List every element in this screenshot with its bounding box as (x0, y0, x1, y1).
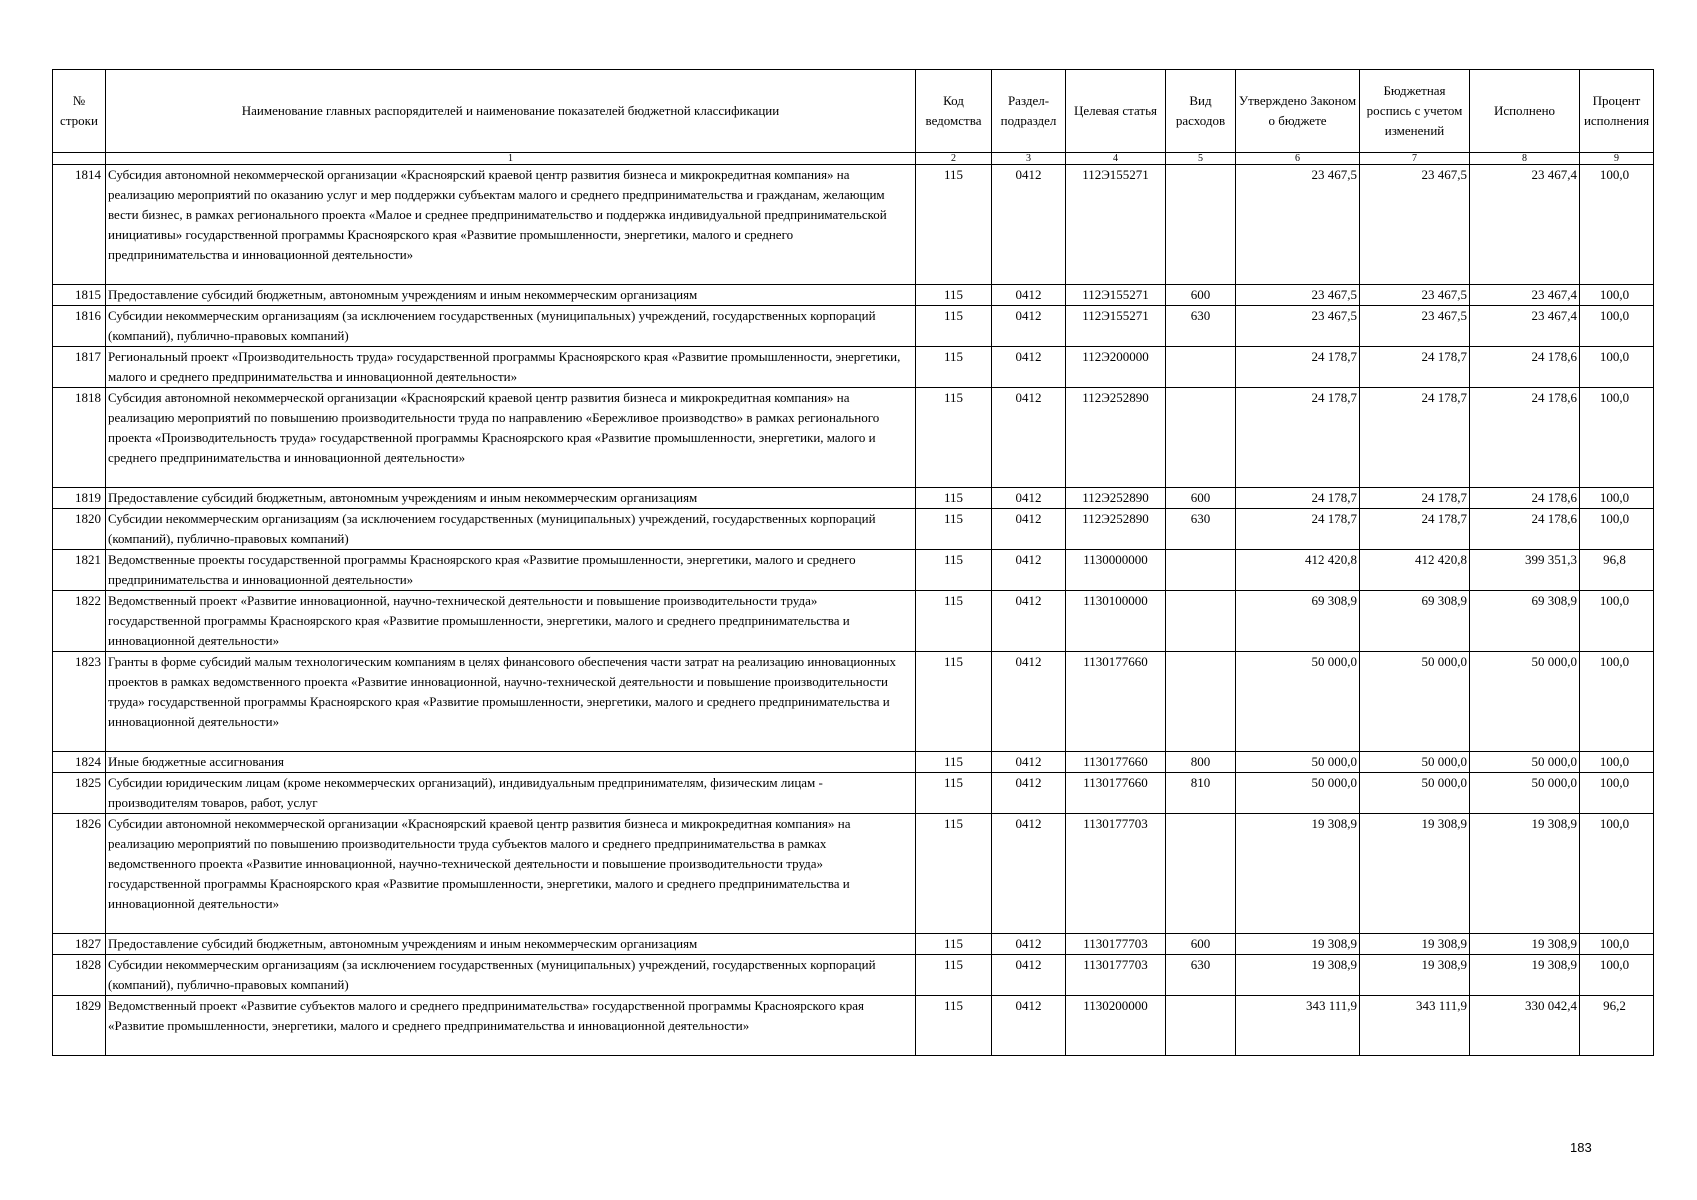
row-name: Субсидии некоммерческим организациям (за исключением государственных (муниципальных) учреждений, государственных корпораций (компаний), публично-правовых компаний) (106, 955, 916, 996)
percent-cell: 100,0 (1580, 652, 1654, 752)
target-article-cell: 1130177703 (1066, 814, 1166, 934)
row-name: Предоставление субсидий бюджетным, автономным учреждениям и иным некоммерческим организациям (106, 488, 916, 509)
row-number: 1825 (53, 773, 106, 814)
percent-cell: 100,0 (1580, 165, 1654, 285)
header-approved: Утверждено Законом о бюджете (1236, 70, 1360, 153)
header-row-no: № строки (53, 70, 106, 153)
row-name: Иные бюджетные ассигнования (106, 752, 916, 773)
executed-amount-cell: 23 467,4 (1470, 285, 1580, 306)
budget-plan-amount-cell: 23 467,5 (1360, 285, 1470, 306)
row-number: 1827 (53, 934, 106, 955)
dept-code-cell: 115 (916, 509, 992, 550)
approved-amount-cell: 343 111,9 (1236, 996, 1360, 1056)
row-number: 1828 (53, 955, 106, 996)
row-name: Субсидии юридическим лицам (кроме некоммерческих организаций), индивидуальным предпринимателям, физическим лицам - производителям товаров, работ, услуг (106, 773, 916, 814)
budget-plan-amount-cell: 69 308,9 (1360, 591, 1470, 652)
approved-amount-cell: 50 000,0 (1236, 752, 1360, 773)
dept-code-cell: 115 (916, 814, 992, 934)
header-target: Целевая статья (1066, 70, 1166, 153)
budget-plan-amount-cell: 24 178,7 (1360, 488, 1470, 509)
section-cell: 0412 (992, 347, 1066, 388)
executed-amount-cell: 19 308,9 (1470, 955, 1580, 996)
table-row (53, 773, 1654, 814)
percent-cell: 96,8 (1580, 550, 1654, 591)
column-number: 3 (992, 153, 1066, 165)
budget-plan-amount-cell: 19 308,9 (1360, 955, 1470, 996)
section-cell: 0412 (992, 306, 1066, 347)
expense-type-cell: 810 (1166, 773, 1236, 814)
executed-amount-cell: 69 308,9 (1470, 591, 1580, 652)
row-name: Предоставление субсидий бюджетным, автономным учреждениям и иным некоммерческим организациям (106, 285, 916, 306)
dept-code-cell: 115 (916, 388, 992, 488)
expense-type-cell: 600 (1166, 285, 1236, 306)
budget-plan-amount-cell: 412 420,8 (1360, 550, 1470, 591)
column-number (53, 153, 106, 165)
row-name: Региональный проект «Производительность труда» государственной программы Красноярского края «Развитие промышленности, энергетики, малого и среднего предпринимательства и инновационной деятельности» (106, 347, 916, 388)
percent-cell: 100,0 (1580, 934, 1654, 955)
executed-amount-cell: 23 467,4 (1470, 165, 1580, 285)
executed-amount-cell: 23 467,4 (1470, 306, 1580, 347)
row-number: 1822 (53, 591, 106, 652)
column-number: 4 (1066, 153, 1166, 165)
row-name: Ведомственный проект «Развитие инновационной, научно-технической деятельности и повышение производительности труда» государственной программы Красноярского края «Развитие промышленности, энергетики, малого и среднего предпринимательства и инновационной деятельности» (106, 591, 916, 652)
section-cell: 0412 (992, 773, 1066, 814)
header-budget-plan: Бюджетная роспись с учетом изменений (1360, 70, 1470, 153)
budget-plan-amount-cell: 19 308,9 (1360, 814, 1470, 934)
executed-amount-cell: 24 178,6 (1470, 347, 1580, 388)
expense-type-cell (1166, 996, 1236, 1056)
target-article-cell: 1130200000 (1066, 996, 1166, 1056)
dept-code-cell: 115 (916, 550, 992, 591)
executed-amount-cell: 50 000,0 (1470, 752, 1580, 773)
section-cell: 0412 (992, 165, 1066, 285)
row-name: Гранты в форме субсидий малым технологическим компаниям в целях финансового обеспечения части затрат на реализацию инновационных проектов в рамках ведомственного проекта «Развитие инновационной, научно-технической деятельности и повышение производительности труда» государственной программы Красноярского края «Развитие промышленности, энергетики, малого и среднего предпринимательства и инновационной деятельности» (106, 652, 916, 752)
budget-plan-amount-cell: 23 467,5 (1360, 165, 1470, 285)
dept-code-cell: 115 (916, 347, 992, 388)
executed-amount-cell: 24 178,6 (1470, 509, 1580, 550)
budget-plan-amount-cell: 50 000,0 (1360, 752, 1470, 773)
target-article-cell: 112Э155271 (1066, 165, 1166, 285)
column-number: 9 (1580, 153, 1654, 165)
expense-type-cell: 600 (1166, 488, 1236, 509)
target-article-cell: 1130177660 (1066, 773, 1166, 814)
expense-type-cell (1166, 165, 1236, 285)
budget-table (52, 69, 1654, 1056)
row-name: Субсидия автономной некоммерческой организации «Красноярский краевой центр развития бизнеса и микрокредитная компания» на реализацию мероприятий по оказанию услуг и мер поддержки субъектам малого и среднего предпринимательства и гражданам, желающим вести бизнес, в рамках регионального проекта «Малое и среднее предпринимательство и поддержка индивидуальной предпринимательской инициативы» государственной программы Красноярского края «Развитие промышленности, энергетики, малого и среднего предпринимательства и инновационной деятельности» (106, 165, 916, 285)
approved-amount-cell: 50 000,0 (1236, 773, 1360, 814)
section-cell: 0412 (992, 388, 1066, 488)
approved-amount-cell: 23 467,5 (1236, 285, 1360, 306)
table-row (53, 488, 1654, 509)
executed-amount-cell: 50 000,0 (1470, 652, 1580, 752)
header-section: Раздел-подраздел (992, 70, 1066, 153)
percent-cell: 100,0 (1580, 752, 1654, 773)
row-number: 1815 (53, 285, 106, 306)
budget-plan-amount-cell: 24 178,7 (1360, 347, 1470, 388)
dept-code-cell: 115 (916, 488, 992, 509)
percent-cell: 100,0 (1580, 388, 1654, 488)
column-number: 1 (106, 153, 916, 165)
row-name: Субсидия автономной некоммерческой организации «Красноярский краевой центр развития бизнеса и микрокредитная компания» на реализацию мероприятий по повышению производительности труда по направлению «Бережливое производство» в рамках регионального проекта «Производительность труда» государственной программы Красноярского края «Развитие промышленности, энергетики, малого и среднего предпринимательства и инновационной деятельности» (106, 388, 916, 488)
approved-amount-cell: 50 000,0 (1236, 652, 1360, 752)
percent-cell: 100,0 (1580, 488, 1654, 509)
target-article-cell: 1130000000 (1066, 550, 1166, 591)
budget-plan-amount-cell: 50 000,0 (1360, 652, 1470, 752)
expense-type-cell (1166, 591, 1236, 652)
target-article-cell: 1130177660 (1066, 752, 1166, 773)
executed-amount-cell: 24 178,6 (1470, 388, 1580, 488)
approved-amount-cell: 19 308,9 (1236, 955, 1360, 996)
row-number: 1817 (53, 347, 106, 388)
row-number: 1820 (53, 509, 106, 550)
row-number: 1826 (53, 814, 106, 934)
section-cell: 0412 (992, 285, 1066, 306)
table-row (53, 509, 1654, 550)
target-article-cell: 112Э252890 (1066, 509, 1166, 550)
target-article-cell: 1130100000 (1066, 591, 1166, 652)
section-cell: 0412 (992, 752, 1066, 773)
section-cell: 0412 (992, 814, 1066, 934)
row-name: Ведомственные проекты государственной программы Красноярского края «Развитие промышленности, энергетики, малого и среднего предпринимательства и инновационной деятельности» (106, 550, 916, 591)
budget-plan-amount-cell: 24 178,7 (1360, 509, 1470, 550)
budget-plan-amount-cell: 343 111,9 (1360, 996, 1470, 1056)
header-name: Наименование главных распорядителей и наименование показателей бюджетной классификации (106, 70, 916, 153)
executed-amount-cell: 19 308,9 (1470, 934, 1580, 955)
budget-plan-amount-cell: 24 178,7 (1360, 388, 1470, 488)
row-number: 1814 (53, 165, 106, 285)
budget-plan-amount-cell: 23 467,5 (1360, 306, 1470, 347)
percent-cell: 100,0 (1580, 814, 1654, 934)
dept-code-cell: 115 (916, 306, 992, 347)
percent-cell: 100,0 (1580, 285, 1654, 306)
percent-cell: 96,2 (1580, 996, 1654, 1056)
executed-amount-cell: 19 308,9 (1470, 814, 1580, 934)
target-article-cell: 112Э155271 (1066, 306, 1166, 347)
percent-cell: 100,0 (1580, 955, 1654, 996)
executed-amount-cell: 24 178,6 (1470, 488, 1580, 509)
dept-code-cell: 115 (916, 165, 992, 285)
section-cell: 0412 (992, 509, 1066, 550)
executed-amount-cell: 50 000,0 (1470, 773, 1580, 814)
expense-type-cell (1166, 814, 1236, 934)
section-cell: 0412 (992, 488, 1066, 509)
percent-cell: 100,0 (1580, 773, 1654, 814)
column-number: 2 (916, 153, 992, 165)
approved-amount-cell: 23 467,5 (1236, 306, 1360, 347)
expense-type-cell: 630 (1166, 509, 1236, 550)
row-name: Субсидии некоммерческим организациям (за исключением государственных (муниципальных) учреждений, государственных корпораций (компаний), публично-правовых компаний) (106, 306, 916, 347)
target-article-cell: 112Э252890 (1066, 388, 1166, 488)
expense-type-cell: 600 (1166, 934, 1236, 955)
row-number: 1824 (53, 752, 106, 773)
expense-type-cell: 630 (1166, 306, 1236, 347)
target-article-cell: 1130177703 (1066, 934, 1166, 955)
target-article-cell: 112Э252890 (1066, 488, 1166, 509)
row-number: 1816 (53, 306, 106, 347)
approved-amount-cell: 24 178,7 (1236, 388, 1360, 488)
approved-amount-cell: 24 178,7 (1236, 488, 1360, 509)
target-article-cell: 112Э155271 (1066, 285, 1166, 306)
column-number: 6 (1236, 153, 1360, 165)
section-cell: 0412 (992, 955, 1066, 996)
header-exp-type: Вид расходов (1166, 70, 1236, 153)
target-article-cell: 1130177660 (1066, 652, 1166, 752)
percent-cell: 100,0 (1580, 591, 1654, 652)
percent-cell: 100,0 (1580, 509, 1654, 550)
budget-plan-amount-cell: 50 000,0 (1360, 773, 1470, 814)
column-number: 5 (1166, 153, 1236, 165)
dept-code-cell: 115 (916, 752, 992, 773)
section-cell: 0412 (992, 996, 1066, 1056)
table-row (53, 347, 1654, 388)
table-body (53, 165, 1654, 1056)
row-number: 1818 (53, 388, 106, 488)
approved-amount-cell: 24 178,7 (1236, 509, 1360, 550)
dept-code-cell: 115 (916, 955, 992, 996)
column-number-row (53, 153, 1654, 165)
table-row (53, 388, 1654, 488)
table-row (53, 652, 1654, 752)
column-number: 7 (1360, 153, 1470, 165)
header-row (53, 70, 1654, 153)
percent-cell: 100,0 (1580, 347, 1654, 388)
approved-amount-cell: 412 420,8 (1236, 550, 1360, 591)
table-row (53, 285, 1654, 306)
header-executed: Исполнено (1470, 70, 1580, 153)
expense-type-cell (1166, 388, 1236, 488)
header-dept-code: Код ведомства (916, 70, 992, 153)
dept-code-cell: 115 (916, 996, 992, 1056)
dept-code-cell: 115 (916, 934, 992, 955)
table-row (53, 306, 1654, 347)
approved-amount-cell: 24 178,7 (1236, 347, 1360, 388)
row-number: 1819 (53, 488, 106, 509)
dept-code-cell: 115 (916, 591, 992, 652)
expense-type-cell (1166, 550, 1236, 591)
executed-amount-cell: 330 042,4 (1470, 996, 1580, 1056)
section-cell: 0412 (992, 652, 1066, 752)
target-article-cell: 112Э200000 (1066, 347, 1166, 388)
row-number: 1823 (53, 652, 106, 752)
section-cell: 0412 (992, 550, 1066, 591)
approved-amount-cell: 19 308,9 (1236, 814, 1360, 934)
table-row (53, 934, 1654, 955)
expense-type-cell (1166, 652, 1236, 752)
row-number: 1821 (53, 550, 106, 591)
expense-type-cell (1166, 347, 1236, 388)
executed-amount-cell: 399 351,3 (1470, 550, 1580, 591)
dept-code-cell: 115 (916, 285, 992, 306)
table-row (53, 550, 1654, 591)
section-cell: 0412 (992, 934, 1066, 955)
percent-cell: 100,0 (1580, 306, 1654, 347)
table-row (53, 955, 1654, 996)
dept-code-cell: 115 (916, 773, 992, 814)
row-name: Субсидии автономной некоммерческой организации «Красноярский краевой центр развития бизнеса и микрокредитная компания» на реализацию мероприятий по повышению производительности труда субъектов малого и среднего предпринимательства в рамках ведомственного проекта «Развитие инновационной, научно-технической деятельности и повышение производительности труда» государственной программы Красноярского края «Развитие промышленности, энергетики, малого и среднего предпринимательства и инновационной деятельности» (106, 814, 916, 934)
section-cell: 0412 (992, 591, 1066, 652)
row-name: Ведомственный проект «Развитие субъектов малого и среднего предпринимательства» государственной программы Красноярского края «Развитие промышленности, энергетики, малого и среднего предпринимательства и инновационной деятельности» (106, 996, 916, 1056)
table-row (53, 814, 1654, 934)
row-name: Предоставление субсидий бюджетным, автономным учреждениям и иным некоммерческим организациям (106, 934, 916, 955)
expense-type-cell: 800 (1166, 752, 1236, 773)
table-row (53, 996, 1654, 1056)
approved-amount-cell: 19 308,9 (1236, 934, 1360, 955)
row-name: Субсидии некоммерческим организациям (за исключением государственных (муниципальных) учреждений, государственных корпораций (компаний), публично-правовых компаний) (106, 509, 916, 550)
table-row (53, 591, 1654, 652)
table-row (53, 165, 1654, 285)
dept-code-cell: 115 (916, 652, 992, 752)
table-row (53, 752, 1654, 773)
approved-amount-cell: 23 467,5 (1236, 165, 1360, 285)
page-number: 183 (1570, 1140, 1592, 1155)
approved-amount-cell: 69 308,9 (1236, 591, 1360, 652)
row-number: 1829 (53, 996, 106, 1056)
target-article-cell: 1130177703 (1066, 955, 1166, 996)
expense-type-cell: 630 (1166, 955, 1236, 996)
header-percent: Процент исполнения (1580, 70, 1654, 153)
column-number: 8 (1470, 153, 1580, 165)
budget-plan-amount-cell: 19 308,9 (1360, 934, 1470, 955)
